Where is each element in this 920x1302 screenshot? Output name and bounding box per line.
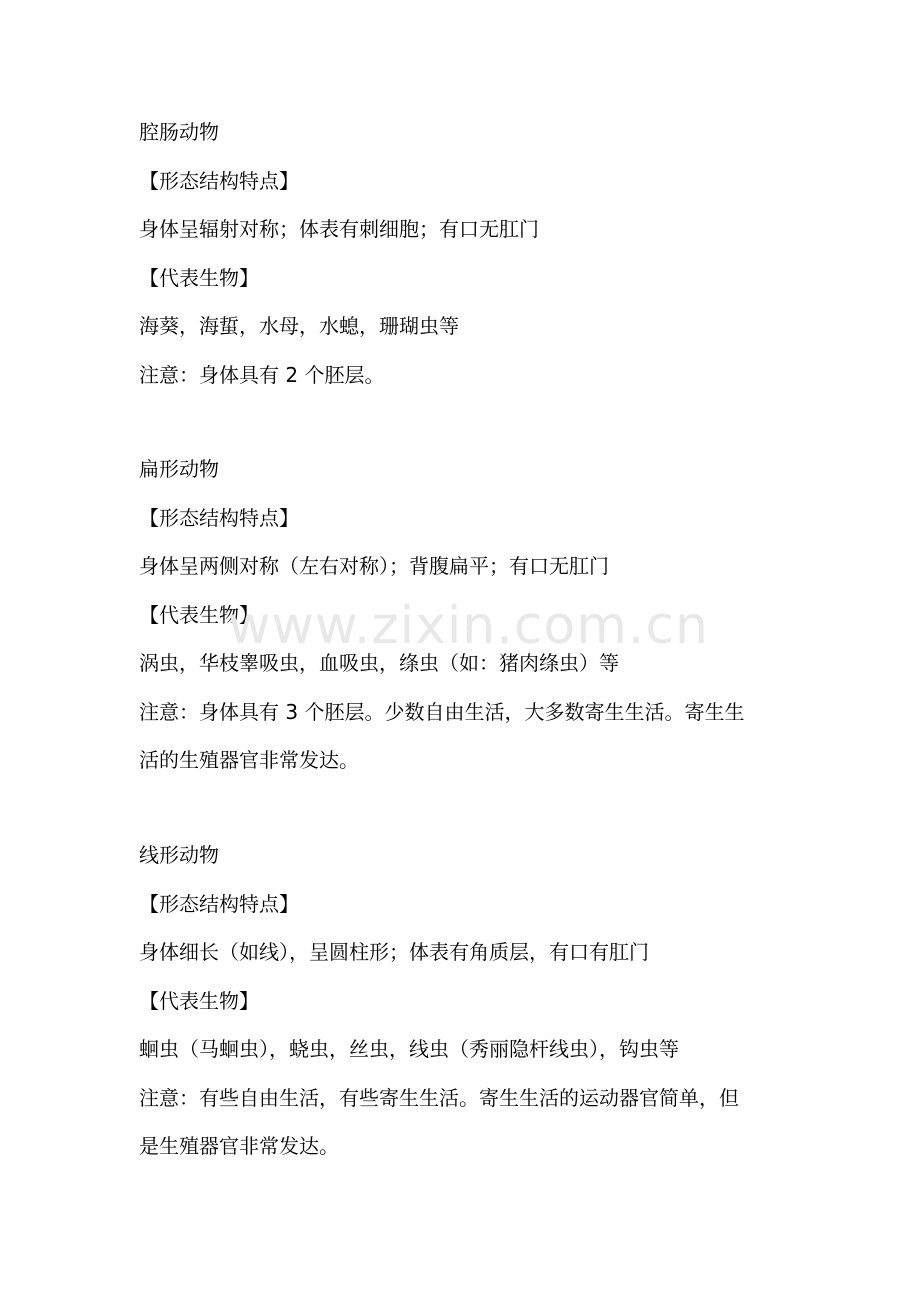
feature-text: 身体呈辐射对称；体表有刺细胞；有口无肛门 bbox=[139, 217, 539, 241]
feature-heading: 【形态结构特点】 bbox=[139, 505, 299, 530]
representative-text: 涡虫，华枝睾吸虫，血吸虫，绦虫（如：猪肉绦虫）等 bbox=[139, 651, 619, 675]
section-title: 腔肠动物 bbox=[139, 120, 219, 144]
section-coelenterata bbox=[139, 108, 799, 399]
representative-heading: 【代表生物】 bbox=[139, 265, 259, 290]
representative-text: 蛔虫（马蛔虫），蛲虫，丝虫，线虫（秀丽隐杆线虫），钩虫等 bbox=[139, 1037, 679, 1061]
section-nematoda bbox=[139, 831, 799, 1171]
representative-heading: 【代表生物】 bbox=[139, 602, 259, 627]
section-title: 扁形动物 bbox=[139, 457, 219, 481]
note-text-line-1: 注意：身体具有 3 个胚层。少数自由生活，大多数寄生生活。寄生生 bbox=[139, 699, 745, 724]
note-text: 注意：身体具有 2 个胚层。 bbox=[139, 362, 385, 387]
section-title: 线形动物 bbox=[139, 843, 219, 867]
feature-heading: 【形态结构特点】 bbox=[139, 891, 299, 916]
feature-text: 身体细长（如线），呈圆柱形；体表有角质层，有口有肛门 bbox=[139, 940, 649, 964]
representative-heading: 【代表生物】 bbox=[139, 988, 259, 1013]
feature-heading: 【形态结构特点】 bbox=[139, 168, 299, 193]
note-text-line-1: 注意：有些自由生活，有些寄生生活。寄生生活的运动器官简单，但 bbox=[139, 1085, 739, 1110]
watermark: www.zixin.com.cn bbox=[228, 596, 709, 656]
section-platyhelminthes bbox=[139, 445, 799, 785]
note-text-line-2: 是生殖器官非常发达。 bbox=[139, 1134, 339, 1158]
note-text-line-2: 活的生殖器官非常发达。 bbox=[139, 748, 359, 772]
representative-text: 海葵，海蜇，水母，水螅，珊瑚虫等 bbox=[139, 314, 459, 338]
feature-text: 身体呈两侧对称（左右对称）；背腹扁平；有口无肛门 bbox=[139, 554, 609, 578]
